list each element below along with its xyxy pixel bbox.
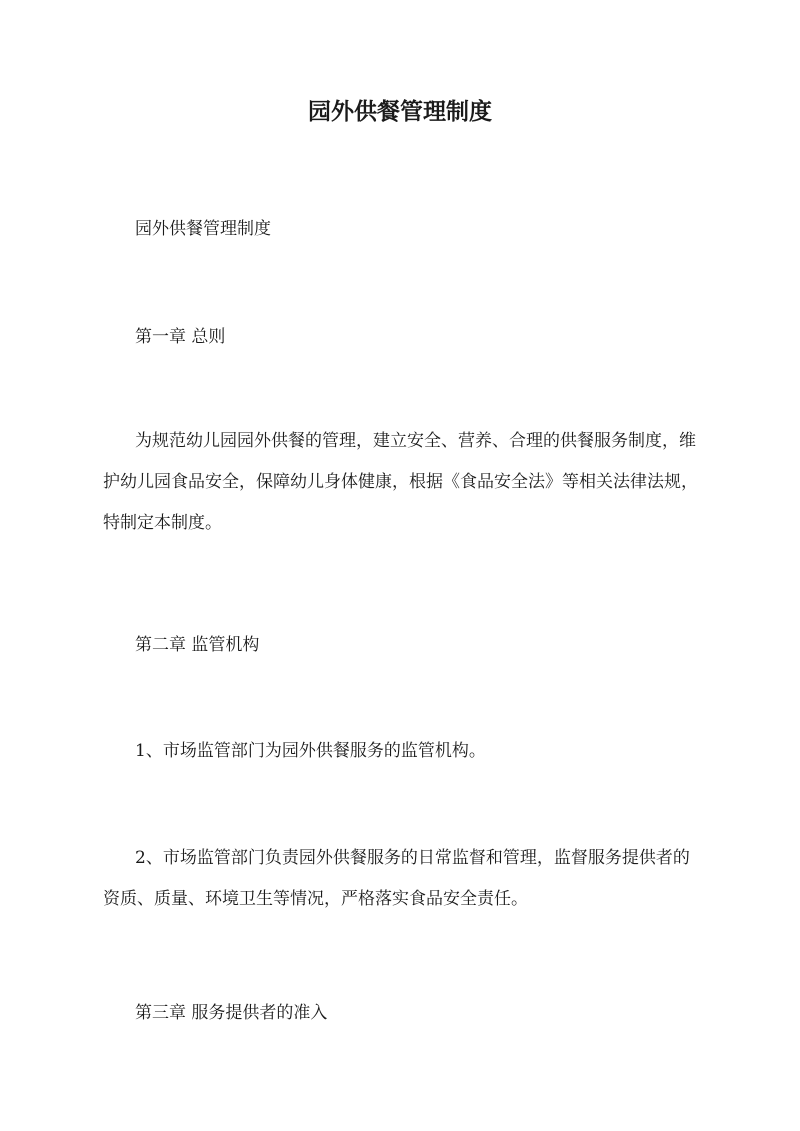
chapter-1-body: 为规范幼儿园园外供餐的管理，建立安全、营养、合理的供餐服务制度，维护幼儿园食品安全，保障幼儿身体健康，根据《食品安全法》等相关法律法规，特制定本制度。 [103,431,698,533]
paragraph-subtitle: 园外供餐管理制度 [135,219,271,239]
chapter-2-item-2: 2、市场监管部门负责园外供餐服务的日常监督和管理，监督服务提供者的资质、质量、环境卫生等情况，严格落实食品安全责任。 [103,848,690,909]
chapter-2-item-1: 1、市场监管部门为园外供餐服务的监管机构。 [135,741,486,761]
document-title: 园外供餐管理制度 [308,98,492,125]
chapter-3-heading: 第三章 服务提供者的准入 [135,1003,328,1023]
chapter-1-heading: 第一章 总则 [135,327,226,347]
chapter-2-heading: 第二章 监管机构 [135,635,260,655]
